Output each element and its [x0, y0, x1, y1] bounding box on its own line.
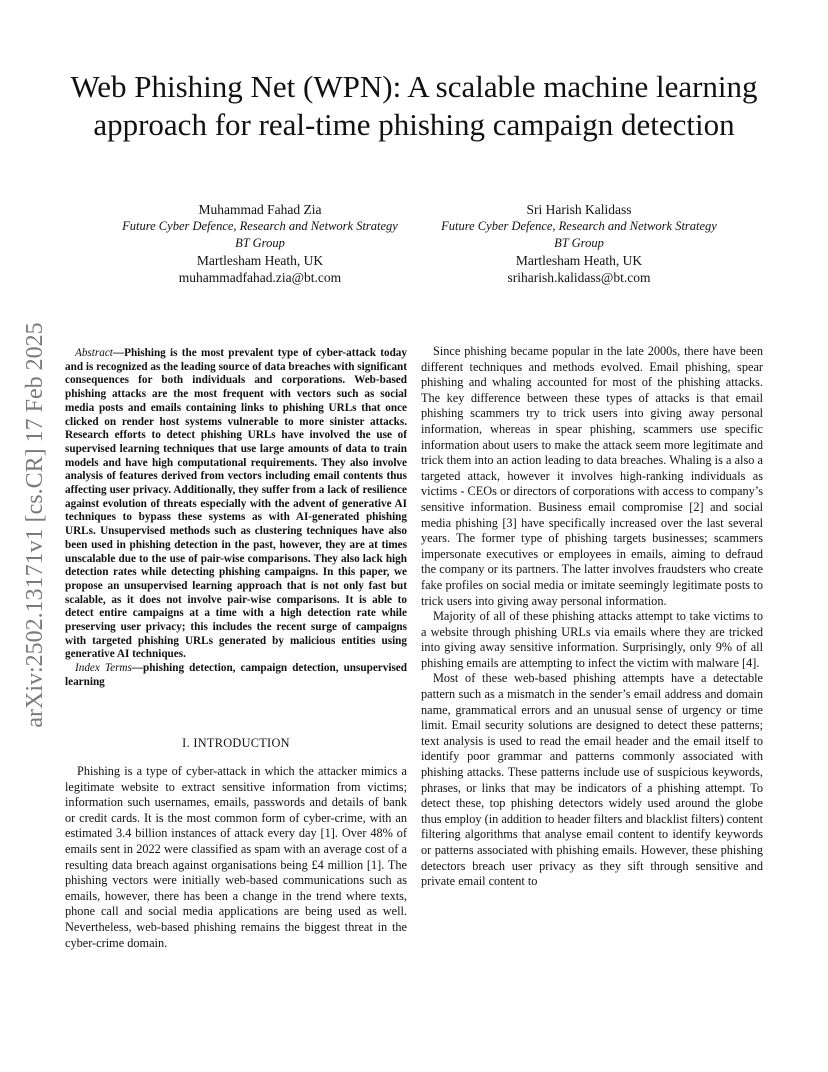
paragraph: Phishing is a type of cyber-attack in which the attacker mimics a legitimate website to extract sensitive information from victims; information such usernames, emails, passwords and details of bank or credit cards. It is the most common form of cyber-crime, with an estimated 3.4 billion instances of attack every day [1]. Over 48% of emails sent in 2022 were classified as spam with an average cost of a resulting data breach against organisations being £4 million [1]. The phishing vectors were initially web-based communications such as emails, however, there has been a change in the trend where texts, phone call and social media applications are being used as well. Nevertheless, web-based phishing remains the biggest threat in the cyber-crime domain.: [65, 764, 407, 950]
paragraph: Most of these web-based phishing attempts have a detectable pattern such as a mismatch in the sender’s email address and domain name, grammatical errors and an unusual sense of urgency or time limit. Email security solutions are designed to detect these patterns; text analysis is used to read the email header and the email itself to identify poor grammar and patterns commonly associated with phishing attacks. These patterns include use of suspicious keywords, phrases, or links that may be indicators of a phishing attempt. To detect these, top phishing detectors widely used around the globe thus employ (in addition to header filters and blacklist filters) content filtering algorithms that analyse email content to identify keywords or patterns associated with phishing emails. However, these phishing detectors breach user privacy as they sift through sensitive and private email content to: [421, 671, 763, 889]
abstract-label: Abstract: [75, 347, 113, 359]
author-name: Muhammad Fahad Zia: [198, 202, 322, 217]
intro-left-column: [65, 764, 407, 951]
author-location: Martlesham Heath, UK: [196, 253, 324, 268]
index-terms-text: —phishing detection, campaign detection, unsupervised learning: [65, 662, 407, 688]
abstract: [65, 347, 407, 690]
section-heading: I. INTRODUCTION: [182, 736, 290, 750]
author-block-2: [400, 201, 758, 286]
author-email: sriharish.kalidass@bt.com: [507, 270, 651, 285]
author-organization: BT Group: [235, 236, 285, 250]
paragraph: Since phishing became popular in the late 2000s, there have been different techniques and methods evolved. Email phishing, spear phishing and whaling accounted for most of the phishing attacks. The key difference between these types of attacks is that email phishing scammers try to trick users into giving away personal information, whereas in spear phishing, scammers use specific information about users to make the attack seem more legitimate and trick them into an action leading to data breaches. Whaling is a also a targeted attack, however it involves high-ranking individuals as victims - CEOs or directors of corporations with access to company’s sensitive information. Business email compromise [2] and social media phishing [3] have specifically increased over the last several years. The former type of phishing targets businesses; scammers impersonate executives or employees in emails, aiming to defraud the company or its partners. The latter involves fraudsters who create fake profiles on social media or imitate seemingly legitimate posts to trick users into giving away personal information.: [421, 344, 763, 608]
author-organization: BT Group: [554, 236, 604, 250]
arxiv-stamp: [24, 290, 46, 760]
abstract-text: —Phishing is the most prevalent type of cyber-attack today and is recognized as the leading source of data breaches with significant consequences for both individuals and corporations. Web-based phishing attacks are the most frequent with vectors such as social media posts and emails containing links to phishing URLs that once clicked on render host systems vulnerable to more sinister attacks. Research efforts to detect phishing URLs have involved the use of supervised learning techniques that use large amounts of data to train models and have high computational requirements. They also involve analysis of features derived from vectors including email contents thus affecting user privacy. Additionally, they suffer from a lack of resilience against evolution of threats especially with the advent of generative AI techniques to bypass these systems as with AI-generated phishing URLs. Unsupervised methods such as clustering techniques have also been used in phishing detection in the past, however, they are at times unscalable due to the use of pair-wise comparisons. They also lack high detection rates while detecting phishing campaigns. In this paper, we propose an unsupervised learning approach that is not only fast but scalable, as it does not involve pair-wise comparisons. It is able to detect entire campaigns at a time with a high detection rate while preserving user privacy; this includes the recent surge of campaigns with targeted phishing URLs generated by malicious entities using generative AI techniques.: [65, 347, 407, 661]
author-email: muhammadfahad.zia@bt.com: [178, 270, 342, 285]
author-name: Sri Harish Kalidass: [526, 202, 632, 217]
paper-title: Web Phishing Net (WPN): A scalable machine learning approach for real-time phishing campaign detection: [70, 69, 758, 142]
intro-right-column: [421, 344, 763, 890]
paragraph: Majority of all of these phishing attacks attempt to take victims to a website through phishing URLs via emails where they are tricked into giving away sensitive information. Surprisingly, only 9% of all phishing emails are attempting to infect the victim with malware [4].: [421, 609, 763, 670]
author-location: Martlesham Heath, UK: [515, 253, 643, 268]
author-affiliation: Future Cyber Defence, Research and Network Strategy: [441, 219, 717, 233]
arxiv-stamp-text: arXiv:2502.13171v1 [cs.CR] 17 Feb 2025: [22, 322, 48, 728]
author-affiliation: Future Cyber Defence, Research and Network Strategy: [122, 219, 398, 233]
author-block-1: [70, 201, 450, 286]
index-terms-label: Index Terms: [75, 662, 132, 675]
